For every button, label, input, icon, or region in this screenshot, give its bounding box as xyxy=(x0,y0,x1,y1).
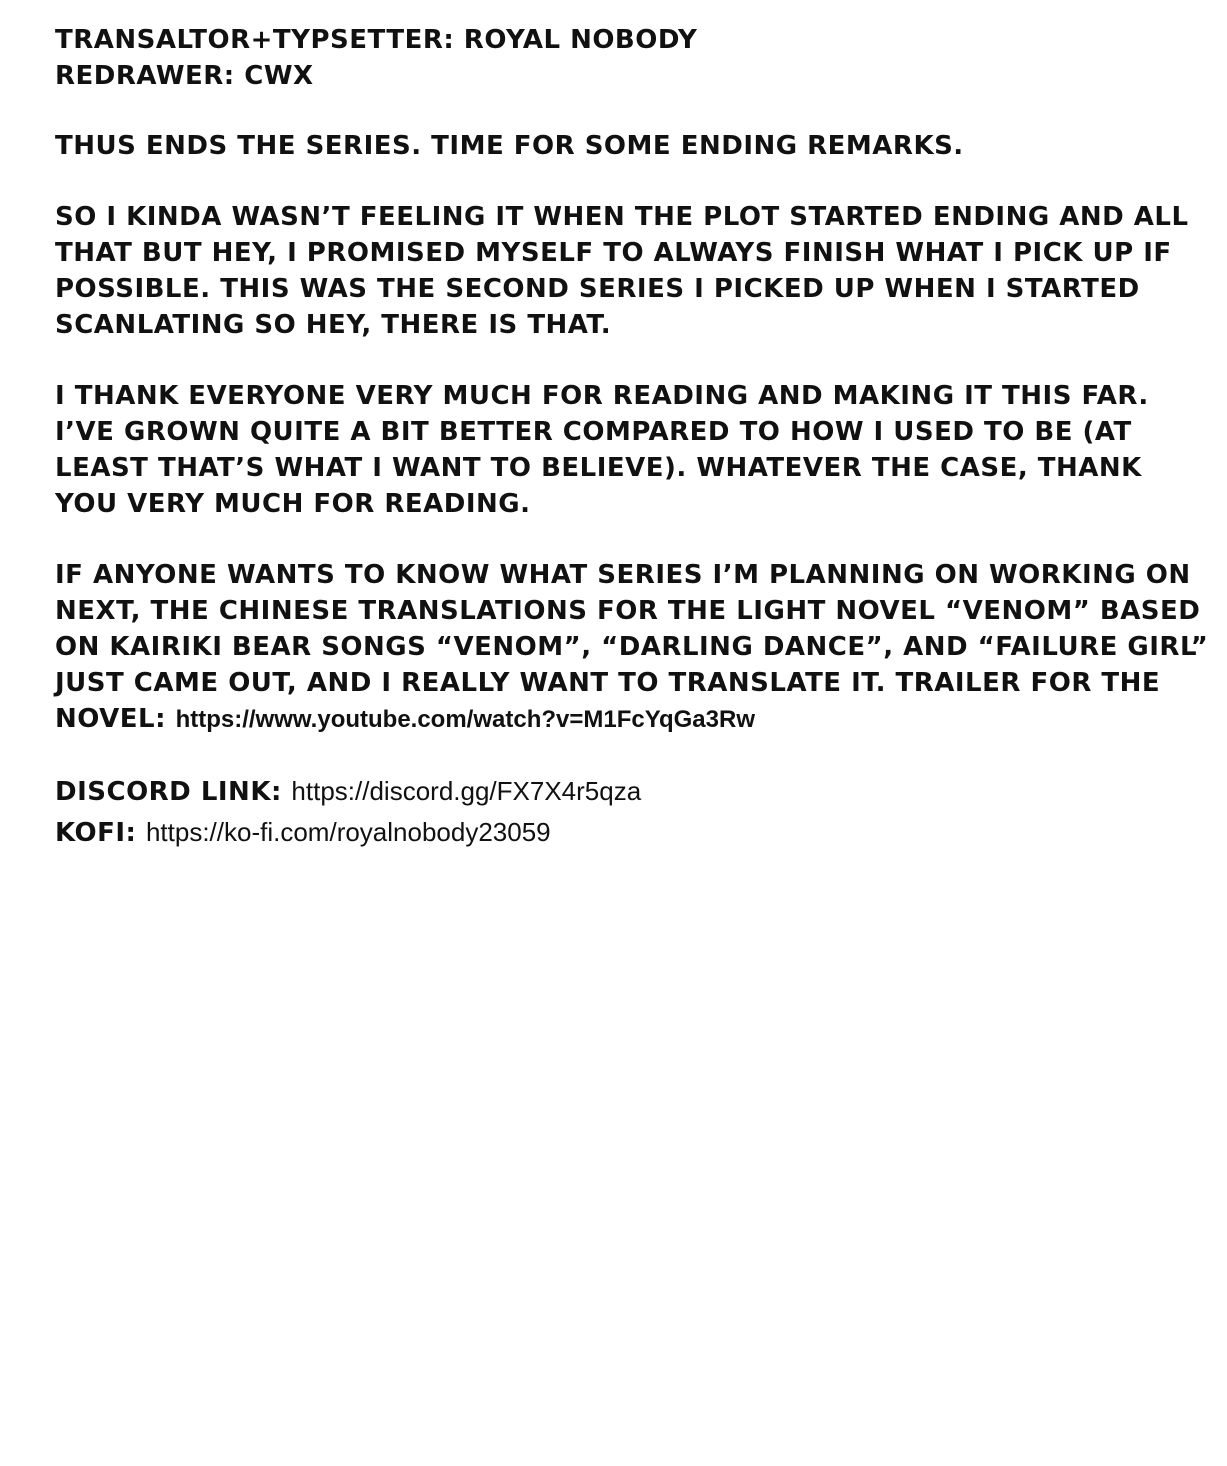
credits-block xyxy=(55,22,1195,94)
paragraph-reflection xyxy=(55,199,1195,343)
paragraph-line xyxy=(55,701,1195,738)
paragraph-line: JUST CAME OUT, AND I REALLY WANT TO TRANSLATE IT. TRAILER FOR THE xyxy=(55,668,1161,698)
paragraph-line: IF ANYONE WANTS TO KNOW WHAT SERIES I’M PLANNING ON WORKING ON xyxy=(55,560,1191,590)
paragraph-line: THAT BUT HEY, I PROMISED MYSELF TO ALWAYS FINISH WHAT I PICK UP IF xyxy=(55,238,1172,268)
translator-credit: TRANSALTOR+TYPSETTER: ROYAL NOBODY xyxy=(55,25,698,55)
discord-label: DISCORD LINK: xyxy=(55,777,292,807)
paragraph-line: POSSIBLE. THIS WAS THE SECOND SERIES I PICKED UP WHEN I STARTED xyxy=(55,274,1140,304)
novel-label: NOVEL: xyxy=(55,704,176,734)
links-block xyxy=(55,773,1195,855)
paragraph-line: I’VE GROWN QUITE A BIT BETTER COMPARED TO HOW I USED TO BE (AT xyxy=(55,417,1132,447)
paragraph-line: THUS ENDS THE SERIES. TIME FOR SOME ENDING REMARKS. xyxy=(55,131,964,161)
paragraph-line: ON KAIRIKI BEAR SONGS “VENOM”, “DARLING DANCE”, AND “FAILURE GIRL” xyxy=(55,632,1209,662)
kofi-row xyxy=(55,814,1195,855)
youtube-trailer-link[interactable]: https://www.youtube.com/watch?v=M1FcYqGa3Rw xyxy=(175,706,755,733)
kofi-link[interactable]: https://ko-fi.com/royalnobody23059 xyxy=(145,817,551,847)
paragraph-thanks xyxy=(55,378,1195,522)
paragraph-ending xyxy=(55,128,1195,164)
paragraph-line: SCANLATING SO HEY, THERE IS THAT. xyxy=(55,310,612,340)
paragraph-line: NEXT, THE CHINESE TRANSLATIONS FOR THE LIGHT NOVEL “VENOM” BASED xyxy=(55,596,1201,626)
kofi-label: KOFI: xyxy=(55,818,146,848)
discord-link[interactable]: https://discord.gg/FX7X4r5qza xyxy=(291,776,642,806)
paragraph-line: I THANK EVERYONE VERY MUCH FOR READING AND MAKING IT THIS FAR. xyxy=(55,381,1149,411)
paragraph-next-series xyxy=(55,557,1209,738)
redrawer-credit: REDRAWER: CWX xyxy=(55,61,314,91)
credits-page xyxy=(55,22,1209,855)
paragraph-line: SO I KINDA WASN’T FEELING IT WHEN THE PLOT STARTED ENDING AND ALL xyxy=(55,202,1189,232)
discord-row xyxy=(55,773,1195,814)
paragraph-line: YOU VERY MUCH FOR READING. xyxy=(55,489,531,519)
paragraph-line: LEAST THAT’S WHAT I WANT TO BELIEVE). WHATEVER THE CASE, THANK xyxy=(55,453,1142,483)
